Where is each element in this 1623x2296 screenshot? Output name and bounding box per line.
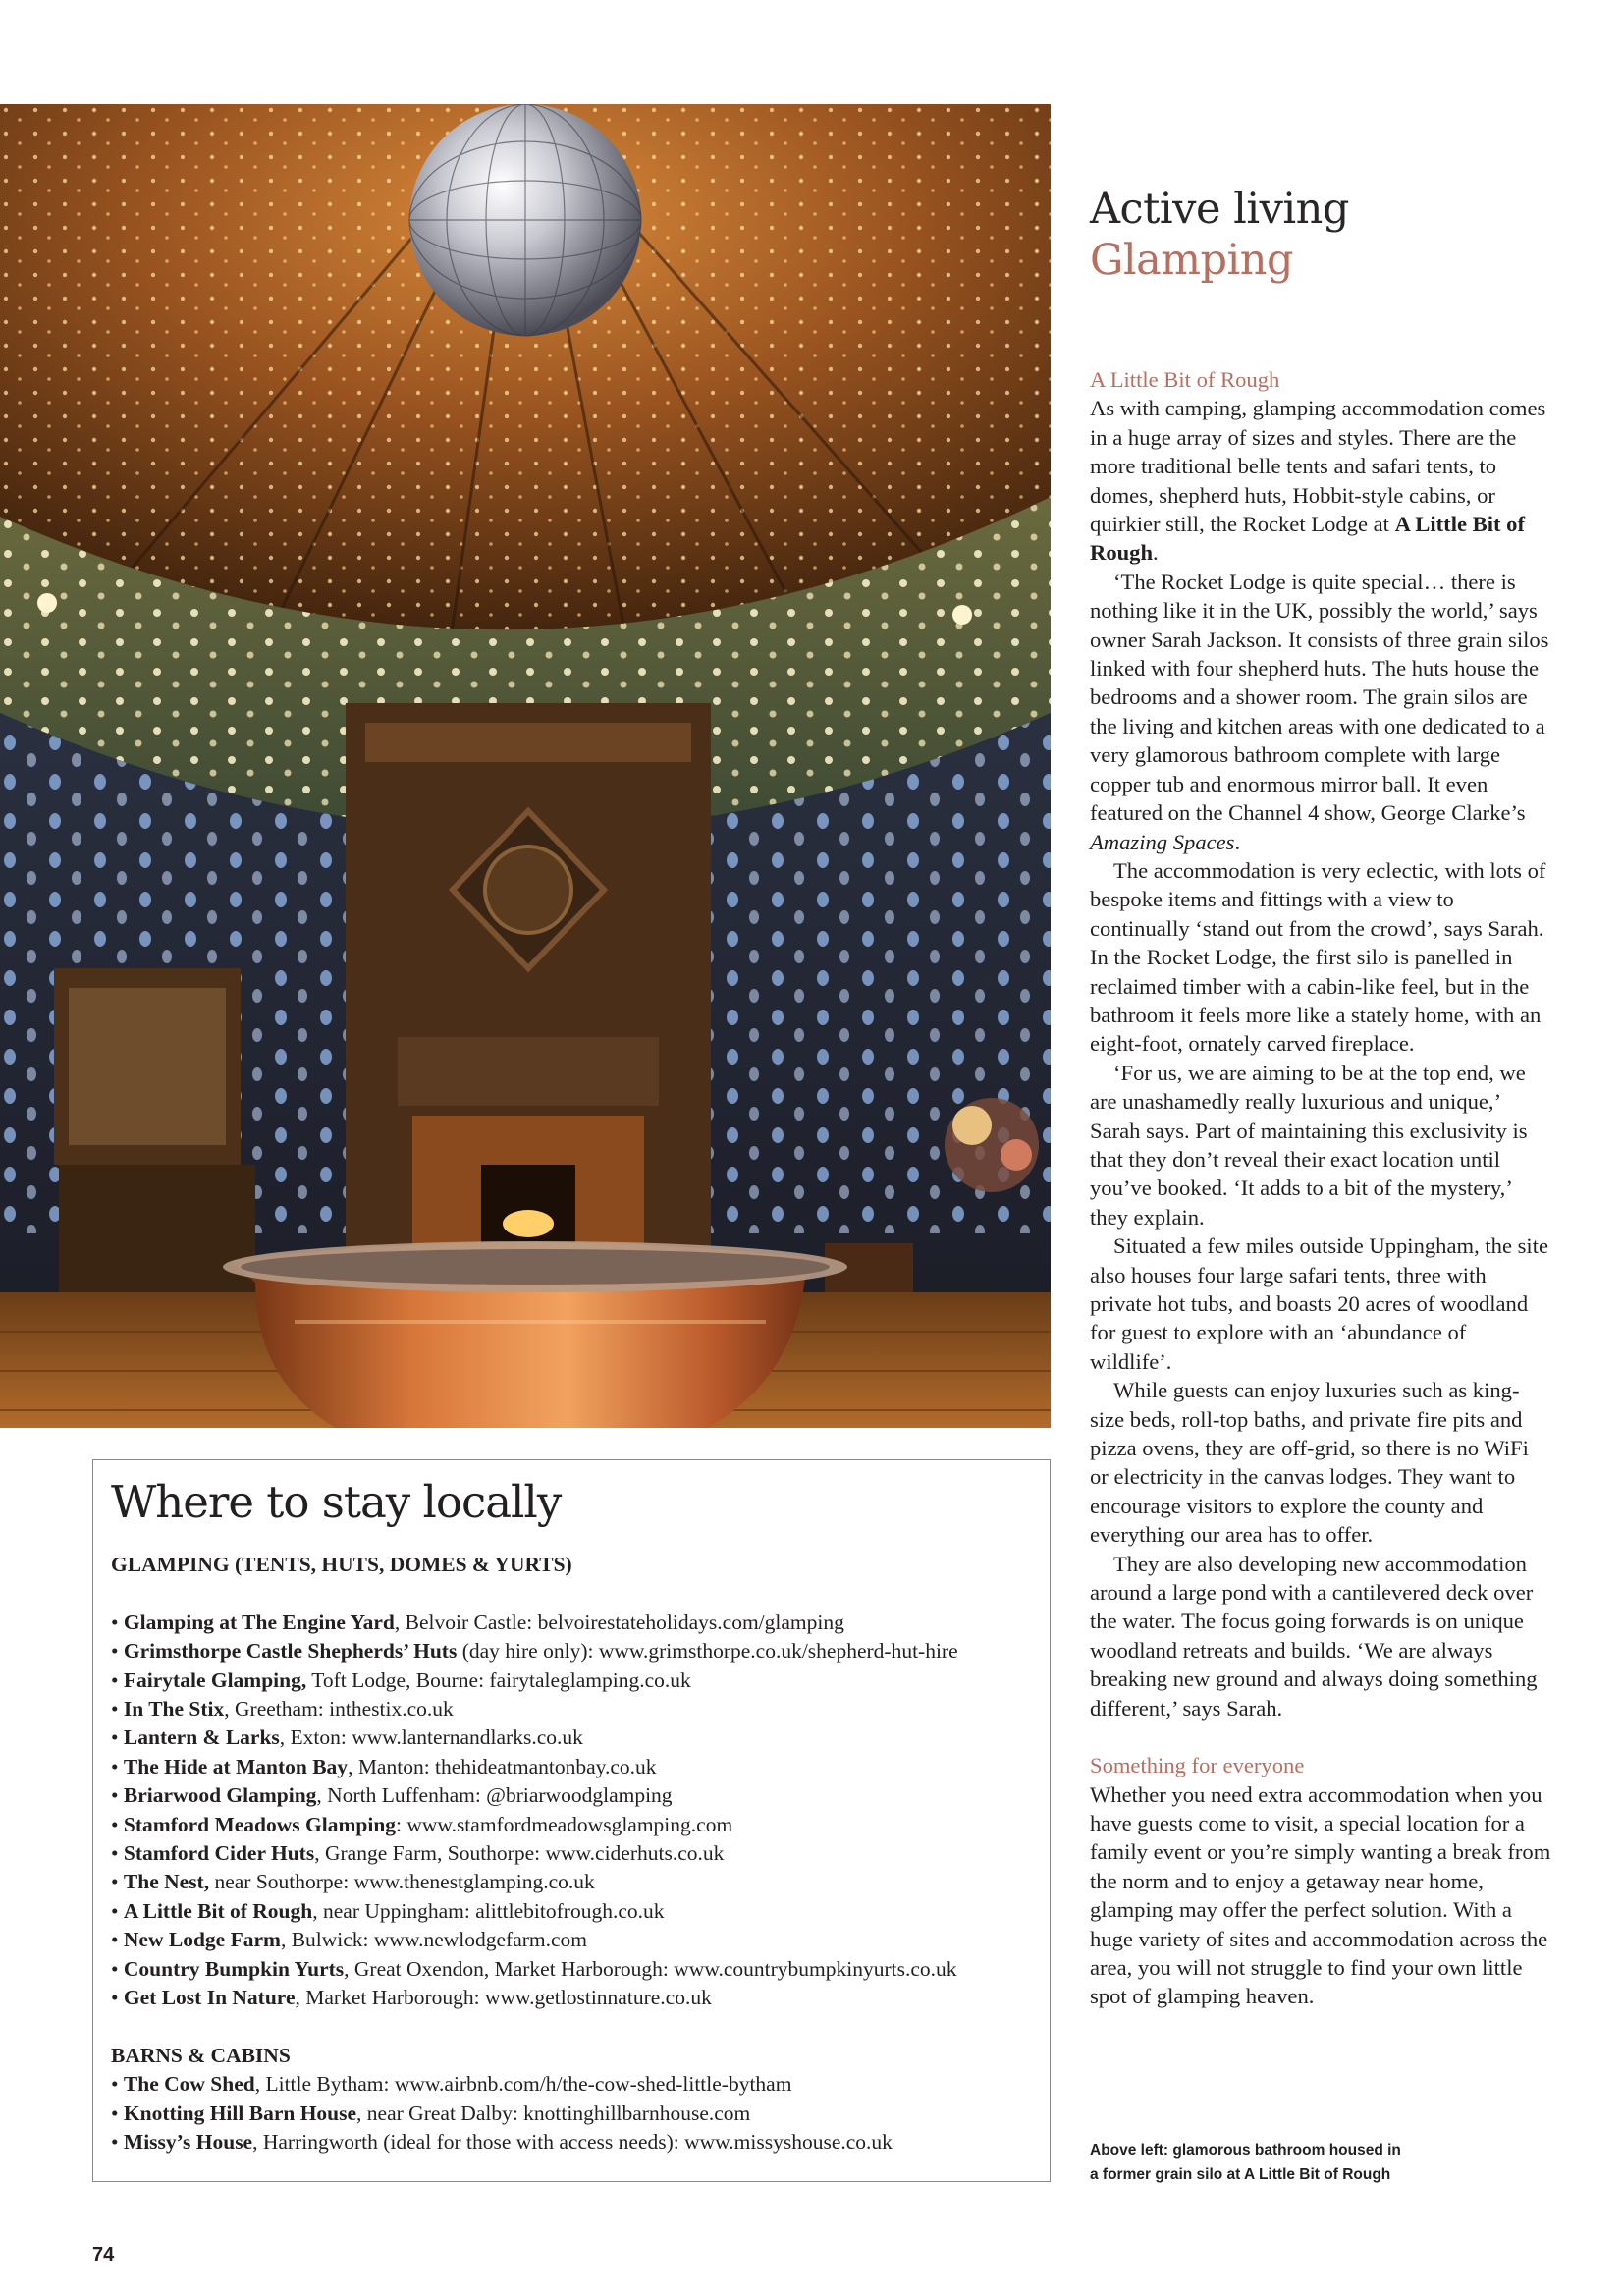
spacer (1090, 1722, 1551, 1751)
listing-item (111, 1811, 1044, 1839)
listing-item (111, 1868, 1044, 1896)
bullet: • (111, 1610, 124, 1634)
paragraph-2-end: . (1234, 829, 1241, 854)
spacer (111, 1579, 1044, 1608)
section-kicker: Active living (1090, 185, 1349, 234)
glamping-list (111, 1609, 1044, 2013)
listing-details: , Great Oxendon, Market Harborough: www.countrybumpkinyurts.co.uk (344, 1956, 957, 1981)
bullet: • (111, 1754, 124, 1778)
listing-name: Fairytale Glamping, (123, 1667, 307, 1692)
paragraph-1-bold: A Little Bit of Rough (1090, 512, 1526, 566)
paragraph-4: ‘For us, we are aiming to be at the top end, we are unashamedly really luxurious and unique,’ Sarah says. Part of maintaining this exclusivity is that they don’t reveal their exact location until you’ve booked. ‘It adds to a bit of the mystery,’ they explain. (1090, 1060, 1528, 1230)
paragraph-1-text: As with camping, glamping accommodation comes in a huge array of sizes and styles. There are the more traditional belle tents and safari tents, to domes, shepherd huts, Hobbit-style cabins, or quirkier still, the Rocket Lodge at (1090, 396, 1546, 537)
paragraph-2-italic: Amazing Spaces (1090, 829, 1235, 854)
listing-details: , Little Bytham: www.airbnb.com/h/the-cow-shed-little-bytham (254, 2072, 792, 2097)
hero-photo (0, 104, 1051, 1428)
paragraph-2 (1090, 568, 1551, 856)
listing-details: , Bulwick: www.newlodgefarm.com (280, 1928, 588, 1952)
listing-name: In The Stix (123, 1697, 225, 1722)
listing-details: , Grange Farm, Southorpe: www.ciderhuts.co.uk (314, 1841, 725, 1866)
article-body (1090, 365, 1551, 2011)
section-title: Glamping (1090, 236, 1294, 285)
listing-name: The Hide at Manton Bay (123, 1754, 349, 1778)
listing-item (111, 1695, 1044, 1723)
spacer (111, 2012, 1044, 2041)
caption-line-1: Above left: glamorous bathroom housed in (1090, 2142, 1401, 2159)
listing-name: New Lodge Farm (123, 1928, 281, 1952)
listing-item (111, 1897, 1044, 1926)
barns-list (111, 2070, 1044, 2157)
listing-name: Lantern & Larks (123, 1725, 280, 1750)
box-title: Where to stay locally (111, 1476, 562, 1528)
listing-item (111, 1609, 1044, 1637)
caption-line-2: a former grain silo at A Little Bit of Rough (1090, 2166, 1391, 2183)
bullet: • (111, 1783, 124, 1808)
listing-item (111, 2100, 1044, 2128)
paragraph-7: They are also developing new accommodation around a large pond with a cantilevered deck over the water. The focus going forwards is on unique woodland retreats and builds. ‘We are always breaking new ground and always doing something different,’ says Sarah. (1090, 1551, 1538, 1721)
bullet: • (111, 1725, 124, 1750)
listing-item (111, 1926, 1044, 1954)
paragraph-1 (1090, 394, 1551, 567)
listing-name: Knotting Hill Barn House (123, 2101, 357, 2125)
bullet: • (111, 1639, 124, 1664)
listing-item (111, 1984, 1044, 2012)
bullet: • (111, 1812, 124, 1836)
listing-item (111, 1955, 1044, 1984)
listing-name: Country Bumpkin Yurts (123, 1956, 345, 1981)
box-body (111, 1551, 1044, 2158)
listing-name: Get Lost In Nature (123, 1986, 296, 2010)
listing-details: : www.stamfordmeadowsglamping.com (396, 1812, 733, 1836)
listing-details: , Market Harborough: www.getlostinnature.co.uk (295, 1986, 712, 2010)
listing-item (111, 1753, 1044, 1781)
page-number: 74 (92, 2244, 115, 2266)
bathroom-illustration (0, 104, 1051, 1428)
listing-item (111, 1667, 1044, 1695)
bullet: • (111, 1667, 124, 1692)
paragraph-5: Situated a few miles outside Uppingham, the site also houses four large safari tents, three with private hot tubs, and boasts 20 acres of woodland for guest to explore with an ‘abundance of wildlife’. (1090, 1233, 1549, 1374)
subheading-little-bit-of-rough: A Little Bit of Rough (1090, 367, 1280, 392)
listing-name: Briarwood Glamping (123, 1783, 317, 1808)
listing-details: , Belvoir Castle: belvoirestateholidays.com/glamping (394, 1610, 844, 1634)
listing-item (111, 1723, 1044, 1752)
listing-details: , Harringworth (ideal for those with access needs): www.missyshouse.co.uk (252, 2130, 893, 2155)
bullet: • (111, 1956, 124, 1981)
listing-name: A Little Bit of Rough (123, 1898, 313, 1923)
paragraph-1-end: . (1153, 540, 1159, 566)
listing-details: , Greetham: inthestix.co.uk (224, 1697, 454, 1722)
paragraph-2-text: ‘The Rocket Lodge is quite special… there is nothing like it in the UK, possibly the world,’ says owner Sarah Jackson. It consists of three grain silos linked with four shepherd huts. The huts house the bedrooms and a shower room. The grain silos are the living and kitchen areas with one dedicated to a very glamorous bathroom complete with large copper tub and enormous mirror ball. It even featured on the Channel 4 show, George Clarke’s (1090, 569, 1549, 826)
listing-item (111, 1839, 1044, 1868)
category-barns: BARNS & CABINS (111, 2043, 291, 2067)
listing-item (111, 1781, 1044, 1810)
listing-details: (day hire only): www.grimsthorpe.co.uk/shepherd-hut-hire (457, 1639, 958, 1664)
bullet: • (111, 2130, 124, 2155)
listing-details: , North Luffenham: @briarwoodglamping (316, 1783, 673, 1808)
category-glamping: GLAMPING (TENTS, HUTS, DOMES & YURTS) (111, 1553, 572, 1576)
bullet: • (111, 1841, 124, 1866)
bullet: • (111, 1898, 124, 1923)
listing-name: Stamford Meadows Glamping (123, 1812, 397, 1836)
paragraph-8: Whether you need extra accommodation when you have guests come to visit, a special location for a family event or you’re simply wanting a break from the norm and to enjoy a getaway near home, glamping may offer the perfect solution. With a huge variety of sites and accommodation across the area, you will not struggle to find your own little spot of glamping heaven. (1090, 1781, 1551, 2009)
listing-details: , near Great Dalby: knottinghillbarnhouse.com (356, 2101, 751, 2125)
bullet: • (111, 2072, 124, 2097)
bullet: • (111, 1986, 124, 2010)
listing-details: , Exton: www.lanternandlarks.co.uk (279, 1725, 583, 1750)
subheading-something-for-everyone: Something for everyone (1090, 1753, 1305, 1778)
listing-name: Missy’s House (123, 2130, 253, 2155)
bullet: • (111, 1697, 124, 1722)
listing-item (111, 2128, 1044, 2157)
listing-item (111, 2070, 1044, 2099)
listing-name: The Nest, (123, 1870, 210, 1894)
where-to-stay-box (92, 1459, 1051, 2182)
bullet: • (111, 1928, 124, 1952)
listing-details: Toft Lodge, Bourne: fairytaleglamping.co.uk (306, 1667, 691, 1692)
bullet: • (111, 1870, 124, 1894)
listing-name: Stamford Cider Huts (123, 1841, 315, 1866)
listing-name: Glamping at The Engine Yard (123, 1610, 395, 1634)
paragraph-6: While guests can enjoy luxuries such as king-size beds, roll-top baths, and private fire pits and pizza ovens, they are off-grid, so there is no WiFi or electricity in the canvas lodges. They want to encourage visitors to explore the county and everything our area has to offer. (1090, 1378, 1529, 1548)
listing-name: Grimsthorpe Castle Shepherds’ Huts (123, 1639, 458, 1664)
bullet: • (111, 2101, 124, 2125)
paragraph-3: The accommodation is very eclectic, with lots of bespoke items and fittings with a view to continually ‘stand out from the crowd’, says Sarah. In the Rocket Lodge, the first silo is panelled in reclaimed timber with a cabin-like feel, but in the bathroom it feels more like a stately home, with an eight-foot, ornately carved fireplace. (1090, 857, 1546, 1057)
listing-details: , Manton: thehideatmantonbay.co.uk (348, 1754, 657, 1778)
listing-details: near Southorpe: www.thenestglamping.co.uk (209, 1870, 595, 1894)
listing-details: , near Uppingham: alittlebitofrough.co.uk (312, 1898, 665, 1923)
photo-caption (1090, 2138, 1443, 2187)
listing-name: The Cow Shed (123, 2072, 255, 2097)
listing-item (111, 1637, 1044, 1666)
